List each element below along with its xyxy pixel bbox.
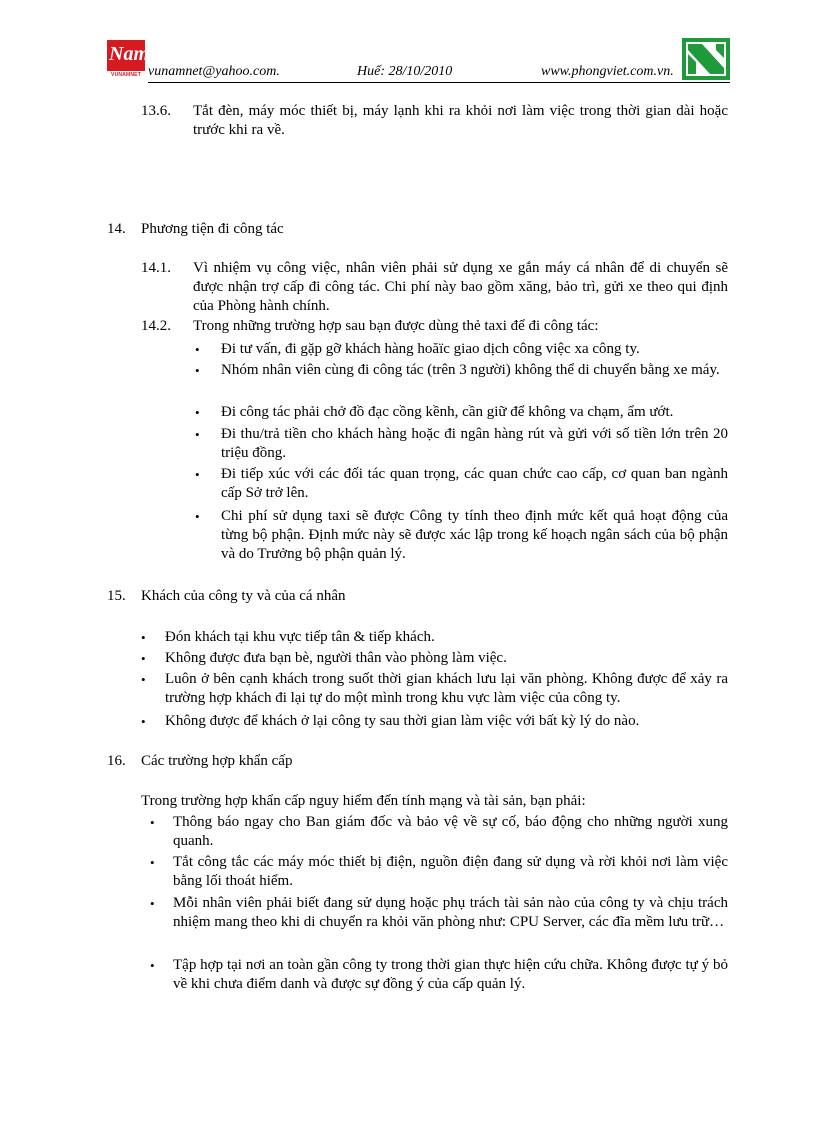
item-14-1-text: Vì nhiệm vụ công việc, nhân viên phải sử dụng xe gắn máy cá nhân để di chuyển sẽ được nhận trợ cấp đi công tác. Chi phí này bao gồm xăng, bảo trì, gửi xe theo qui định của Phòng hành chính.	[193, 260, 728, 314]
item-14-2-text: Trong những trường hợp sau bạn được dùng thẻ taxi để đi công tác:	[193, 318, 599, 334]
section-16-intro: Trong trường hợp khẩn cấp nguy hiểm đến tính mạng và tài sản, bạn phải:	[141, 793, 586, 809]
bullet-icon: •	[141, 672, 146, 687]
logo-left-script: Nam	[109, 43, 149, 65]
list-item: Đón khách tại khu vực tiếp tân & tiếp khách.	[165, 629, 435, 645]
bullet-icon: •	[150, 855, 155, 870]
logo-left-caption: VUNAMNET	[107, 71, 145, 80]
list-item: Tập hợp tại nơi an toàn gần công ty trong thời gian thực hiện cứu chữa. Không được tự ý bỏ về khi chưa điểm danh và được sự đồng ý của cấp quản lý.	[173, 957, 728, 992]
section-14-number: 14.	[107, 221, 126, 237]
bullet-icon: •	[150, 958, 155, 973]
list-item: Đi thu/trả tiền cho khách hàng hoặc đi ngân hàng rút và gửi với số tiền lớn trên 20 triệu đồng.	[221, 426, 728, 461]
item-13-6-number: 13.6.	[141, 103, 171, 119]
bullet-icon: •	[150, 896, 155, 911]
list-item: Không được để khách ở lại công ty sau thời gian làm việc với bất kỳ lý do nào.	[165, 713, 640, 729]
header-website: www.phongviet.com.vn.	[541, 64, 674, 79]
bullet-icon: •	[150, 815, 155, 830]
bullet-icon: •	[141, 651, 146, 666]
logo-left	[107, 40, 149, 80]
list-item: Đi công tác phải chở đồ đạc cồng kềnh, cần giữ để không va chạm, ẩm ướt.	[221, 404, 674, 420]
section-15-number: 15.	[107, 588, 126, 604]
bullet-icon: •	[195, 405, 200, 420]
bullet-icon: •	[141, 630, 146, 645]
list-item: Luôn ở bên cạnh khách trong suốt thời gian khách lưu lại văn phòng. Không được để xảy ra trường hợp khách đi lại tự do một mình trong khu vực làm việc của công ty.	[165, 671, 728, 706]
list-item: Tắt công tắc các máy móc thiết bị điện, nguồn điện đang sử dụng và rời khỏi nơi làm việc bằng lối thoát hiểm.	[173, 854, 728, 889]
list-item: Chi phí sử dụng taxi sẽ được Công ty tính theo định mức kết quả hoạt động của từng bộ phận. Định mức này sẽ được xác lập trong kế hoạch ngân sách của bộ phận và do Trưởng bộ phận quản lý.	[221, 508, 728, 562]
bullet-icon: •	[195, 467, 200, 482]
list-item: Đi tiếp xúc với các đối tác quan trọng, các quan chức cao cấp, cơ quan ban ngành cấp Sở trở lên.	[221, 466, 728, 501]
item-14-1-number: 14.1.	[141, 260, 171, 276]
section-15-title: Khách của công ty và của cá nhân	[141, 588, 346, 604]
section-14-title: Phương tiện đi công tác	[141, 221, 284, 237]
list-item: Thông báo ngay cho Ban giám đốc và bảo vệ về sự cố, báo động cho những người xung quanh.	[173, 814, 728, 849]
bullet-icon: •	[141, 714, 146, 729]
item-14-2-number: 14.2.	[141, 318, 171, 334]
logo-right-icon	[682, 38, 730, 80]
section-16-number: 16.	[107, 753, 126, 769]
list-item: Đi tư vấn, đi gặp gỡ khách hàng hoăïc giao dịch công việc xa công ty.	[221, 341, 640, 357]
header-divider	[148, 82, 730, 83]
bullet-icon: •	[195, 427, 200, 442]
bullet-icon: •	[195, 342, 200, 357]
list-item: Không được đưa bạn bè, người thân vào phòng làm việc.	[165, 650, 507, 666]
header-email: vunamnet@yahoo.com.	[148, 64, 280, 79]
bullet-icon: •	[195, 363, 200, 378]
item-13-6-text: Tắt đèn, máy móc thiết bị, máy lạnh khi ra khỏi nơi làm việc trong thời gian dài hoặc trước khi ra về.	[193, 103, 728, 138]
header-date: Huế: 28/10/2010	[357, 64, 453, 79]
section-16-title: Các trường hợp khẩn cấp	[141, 753, 293, 769]
list-item: Mỗi nhân viên phải biết đang sử dụng hoặc phụ trách tài sản nào của công ty và chịu trách nhiệm mang theo khi di chuyển ra khỏi văn phòng như: CPU Server, các đĩa mềm lưu trữ…	[173, 895, 728, 930]
list-item: Nhóm nhân viên cùng đi công tác (trên 3 người) không thể di chuyển bằng xe máy.	[221, 362, 720, 378]
bullet-icon: •	[195, 509, 200, 524]
